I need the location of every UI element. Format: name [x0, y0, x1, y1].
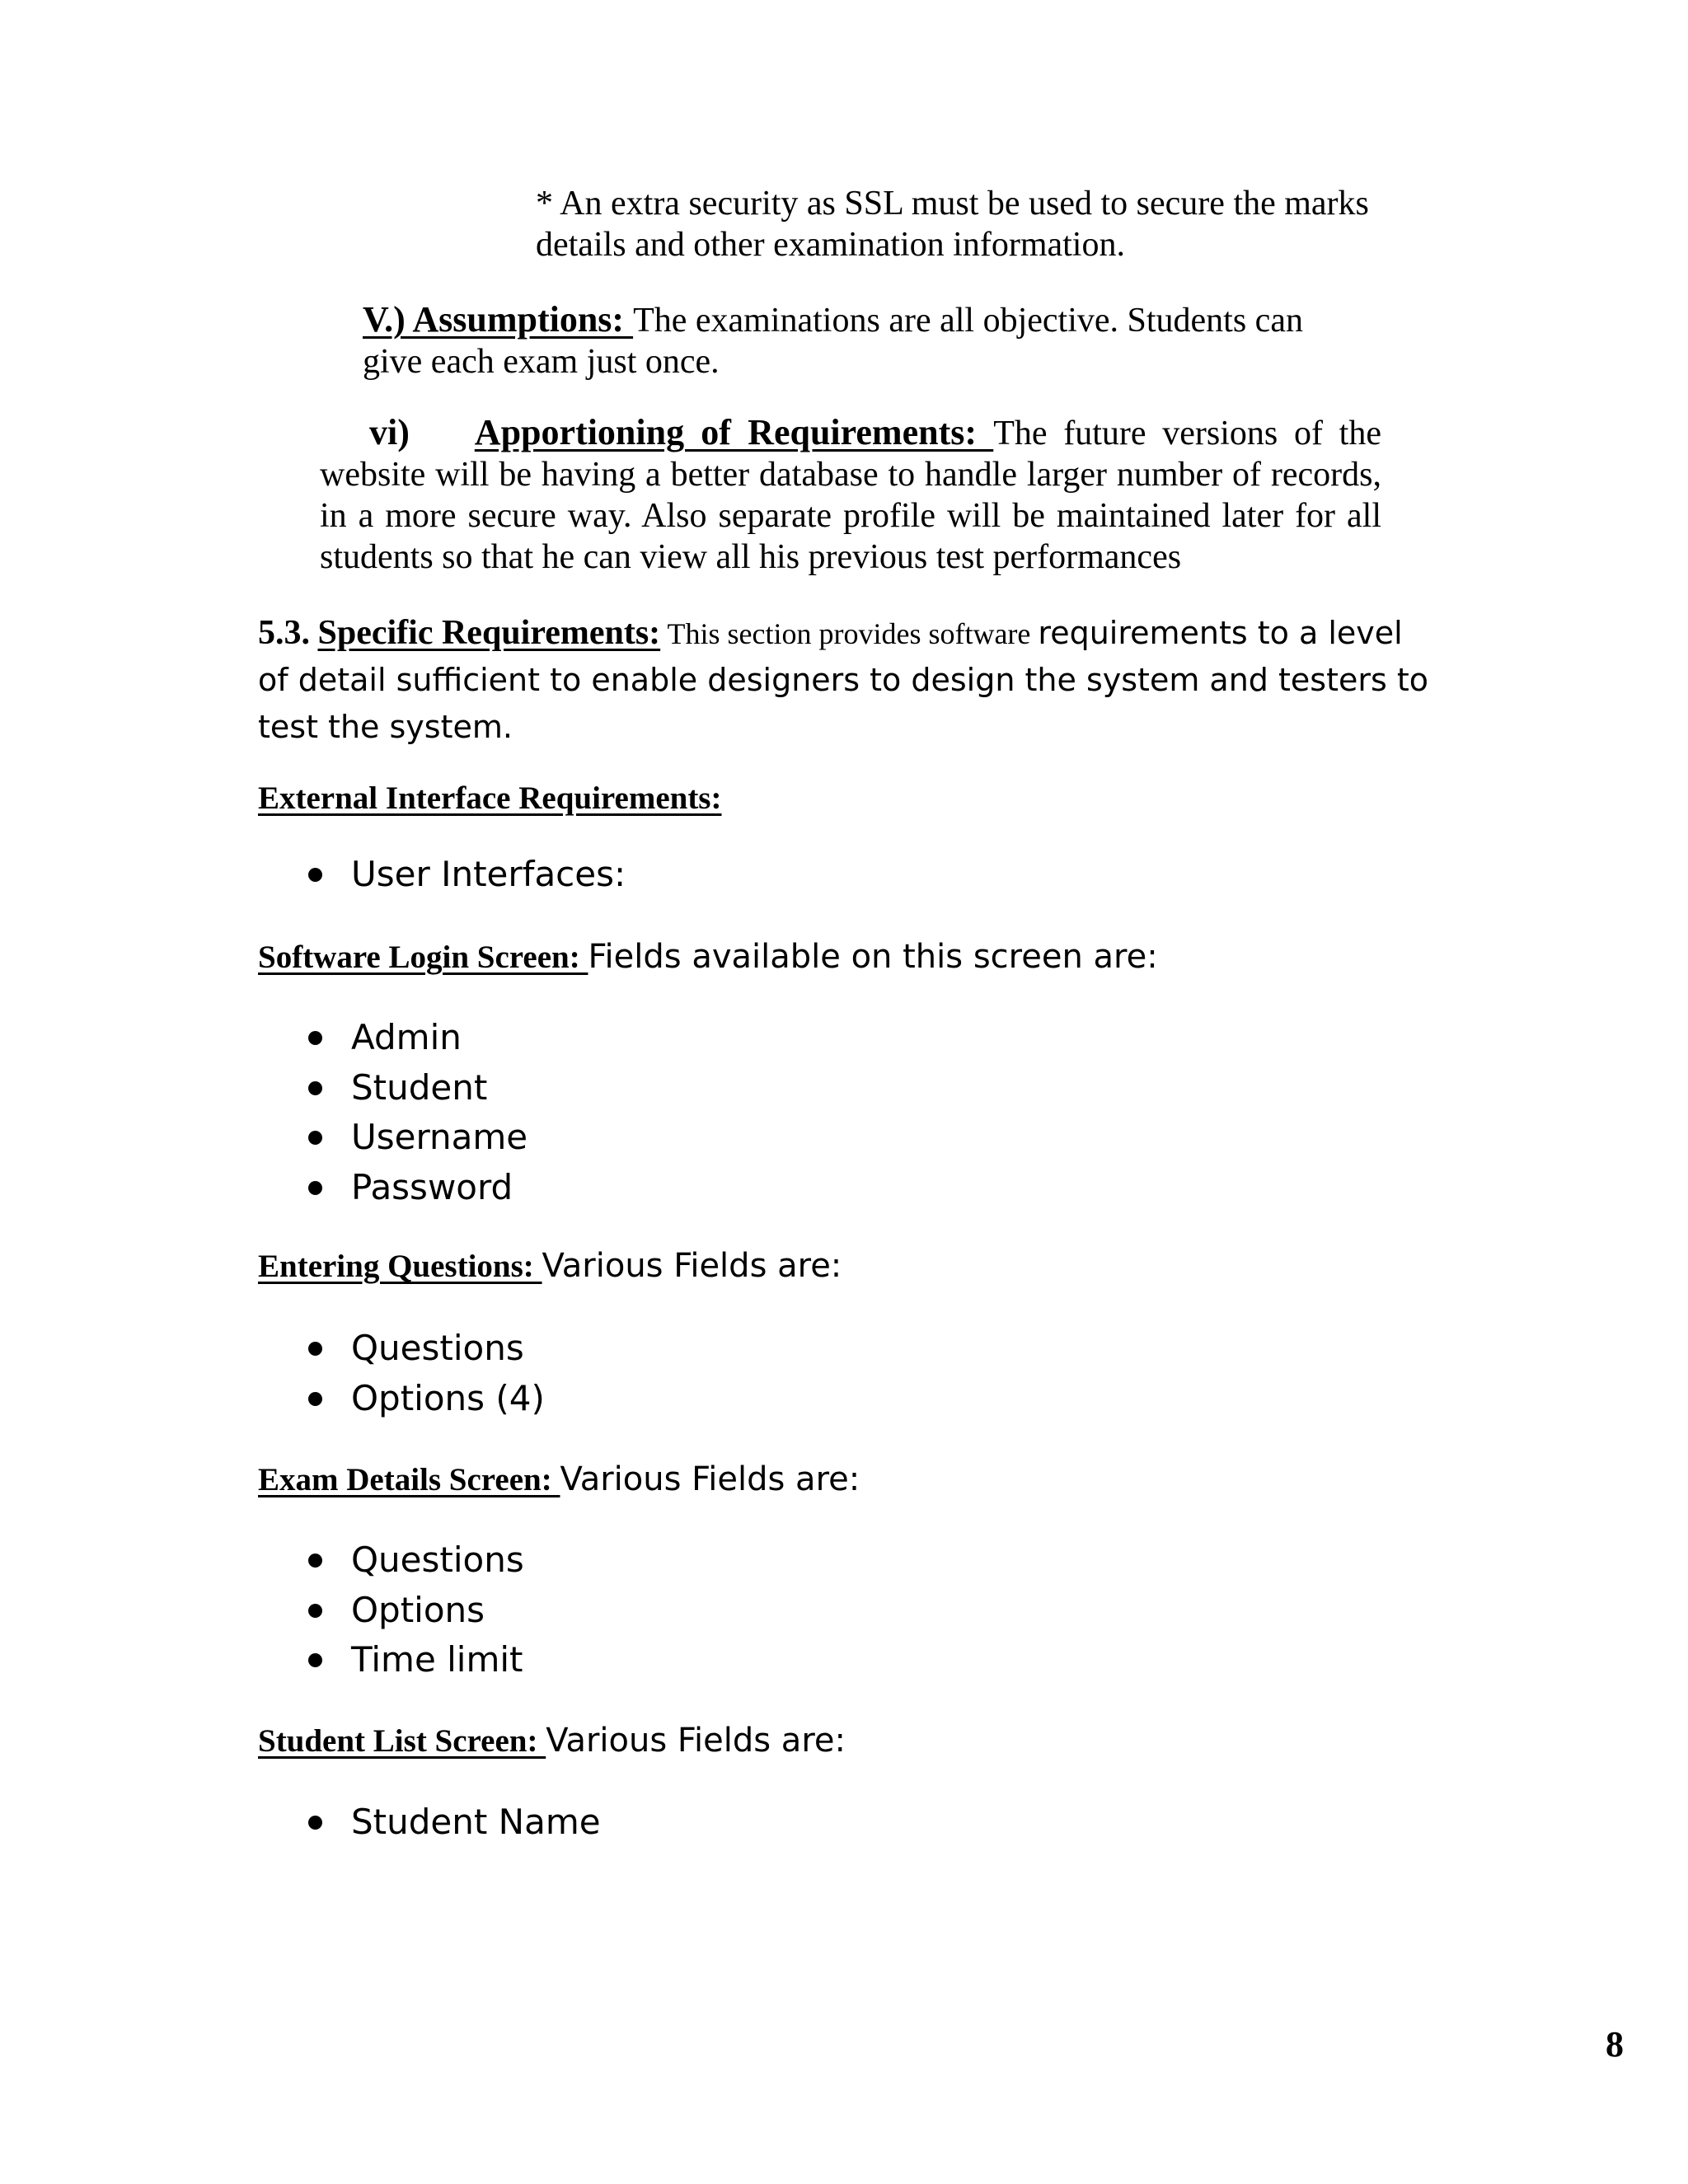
bullet-icon — [308, 1653, 322, 1667]
security-note-text: * An extra security as SSL must be used to secure the marks details and other examination information. — [536, 185, 1369, 264]
list-item-text: Password — [351, 1166, 513, 1207]
specific-requirements-intro-small: This section provides software — [660, 617, 1039, 650]
exam-details-list — [297, 1535, 524, 1685]
exam-details-heading-label: Exam Details Screen: — [258, 1462, 560, 1497]
entering-questions-heading — [258, 1245, 842, 1287]
assumptions-paragraph — [363, 299, 1311, 382]
list-item — [297, 1374, 545, 1424]
external-interface-list — [297, 850, 626, 900]
login-screen-heading — [258, 936, 1158, 978]
list-item — [297, 1586, 524, 1636]
student-list-heading — [258, 1720, 846, 1762]
bullet-icon — [308, 1392, 322, 1406]
list-item — [297, 1063, 528, 1113]
bullet-icon — [308, 1181, 322, 1195]
bullet-icon — [308, 1816, 322, 1830]
assumptions-text: The examinations are all objective. Students can give each exam just once. — [363, 302, 1303, 381]
assumptions-label: V.) Assumptions: — [363, 299, 634, 340]
bullet-icon — [308, 1342, 322, 1356]
entering-questions-heading-label: Entering Questions: — [258, 1249, 542, 1284]
student-list-heading-label: Student List Screen: — [258, 1723, 546, 1759]
list-item — [297, 1013, 528, 1063]
list-item — [297, 1535, 524, 1586]
list-item-text: Options (4) — [351, 1377, 545, 1418]
student-list-heading-rest: Various Fields are: — [546, 1722, 846, 1760]
list-item-text: Username — [351, 1117, 528, 1157]
list-item — [297, 1163, 528, 1213]
bullet-icon — [308, 1604, 322, 1618]
list-item — [297, 1635, 524, 1685]
list-item — [297, 1797, 601, 1848]
bullet-icon — [308, 1131, 322, 1145]
list-item — [297, 850, 626, 900]
list-item-text: Questions — [351, 1540, 524, 1580]
list-item — [297, 1113, 528, 1163]
security-note — [536, 183, 1442, 265]
exam-details-heading — [258, 1459, 860, 1501]
student-list-fields — [297, 1797, 601, 1848]
list-item-text: Admin — [351, 1017, 462, 1057]
bullet-icon — [308, 1554, 322, 1568]
specific-requirements-label: Specific Requirements: — [317, 614, 661, 652]
list-item-text: Student Name — [351, 1802, 601, 1842]
apportioning-label: Apportioning of Requirements: — [474, 412, 994, 452]
specific-requirements-paragraph — [258, 610, 1437, 751]
login-screen-list — [297, 1013, 528, 1212]
apportioning-text: The future versions of the website will be having a better database to handle larger number of records, in a more secure way. Also separate profile will be maintained later for all students so that he can view all his previous test performances — [320, 415, 1381, 576]
bullet-icon — [308, 1031, 322, 1045]
bullet-icon — [308, 868, 322, 882]
list-item-text: Time limit — [351, 1639, 523, 1680]
exam-details-heading-rest: Various Fields are: — [560, 1460, 860, 1498]
list-item-text: Questions — [351, 1328, 524, 1368]
entering-questions-list — [297, 1324, 545, 1423]
apportioning-paragraph — [320, 412, 1381, 578]
page-number: 8 — [1606, 2024, 1624, 2064]
apportioning-number: vi) — [369, 412, 410, 452]
specific-requirements-intro-rest: requirements to a level of detail sufficient to enable designers to design the system and testers to test the system. — [258, 615, 1428, 745]
external-interface-heading — [258, 778, 721, 819]
list-item-text: User Interfaces: — [351, 854, 626, 894]
list-item — [297, 1324, 545, 1374]
external-interface-heading-label: External Interface Requirements: — [258, 780, 722, 816]
login-screen-heading-rest: Fields available on this screen are: — [588, 938, 1158, 976]
list-item-text: Student — [351, 1066, 488, 1108]
login-screen-heading-label: Software Login Screen: — [258, 940, 588, 975]
specific-requirements-number: 5.3. — [258, 614, 310, 652]
entering-questions-heading-rest: Various Fields are: — [542, 1247, 842, 1285]
bullet-icon — [308, 1081, 322, 1095]
list-item-text: Options — [351, 1589, 485, 1630]
